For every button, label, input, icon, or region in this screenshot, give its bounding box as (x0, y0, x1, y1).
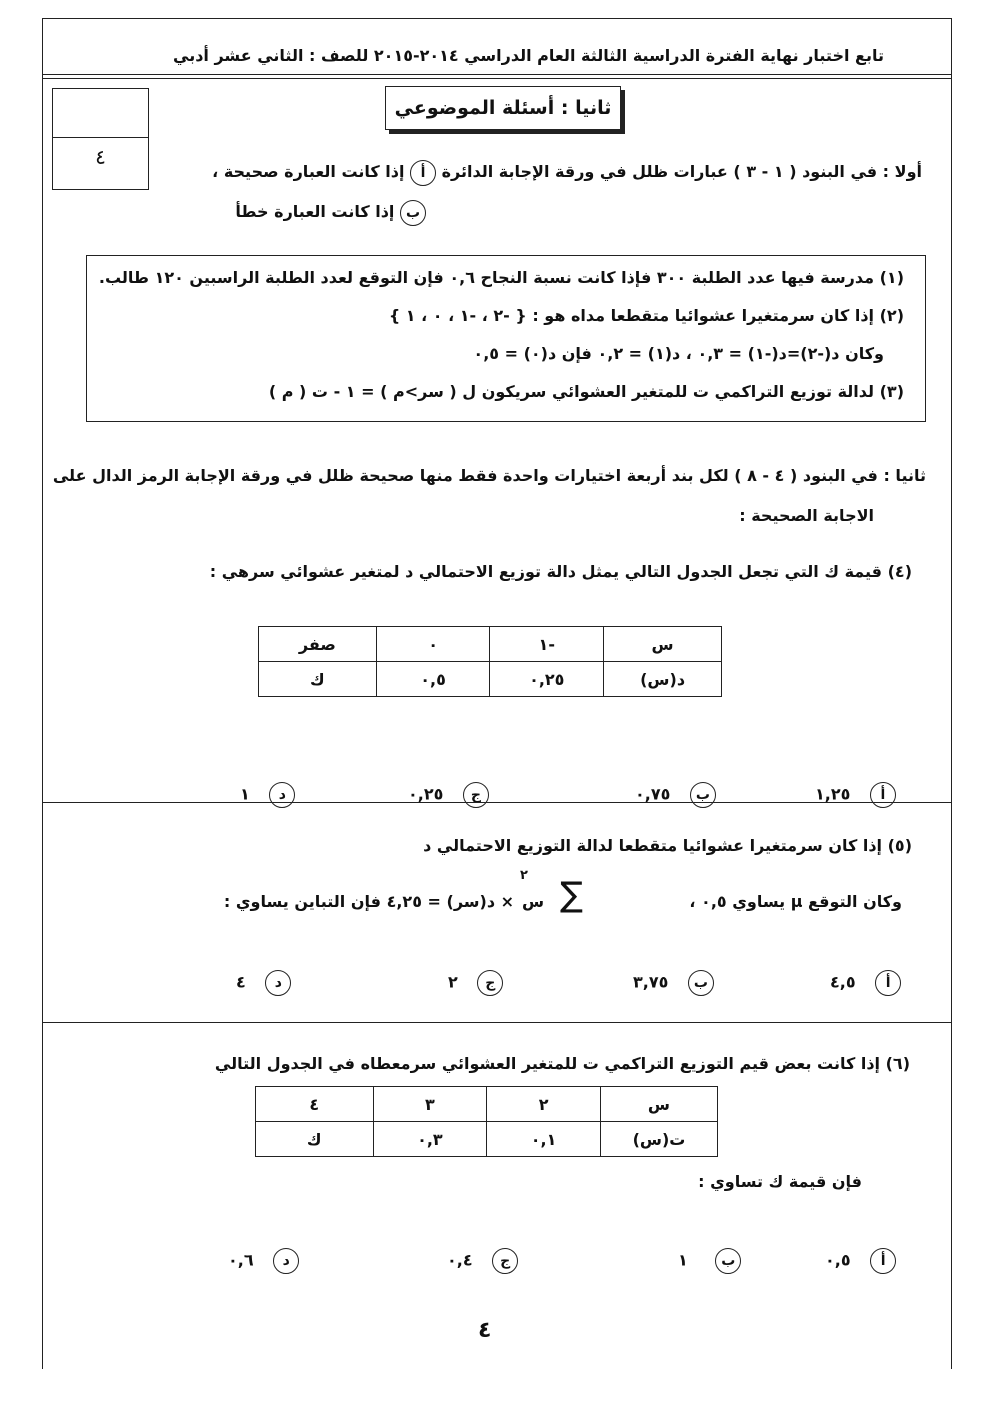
option-value: ١,٢٥ (815, 784, 851, 804)
part2-intro-line2: الاجابة الصحيحة : (739, 506, 874, 525)
option-letter: د (273, 1248, 299, 1274)
table-cell: ٠,٢٥ (490, 662, 604, 697)
option-value: ٣,٧٥ (633, 972, 669, 992)
table-cell: س (600, 1087, 717, 1122)
q6-option-b (678, 1248, 741, 1274)
choice-b-text: إذا كانت العبارة خطأ (235, 202, 395, 221)
q4-option-d (240, 782, 295, 808)
q5-option-b (633, 970, 714, 996)
option-letter: ج (477, 970, 503, 996)
table-row (256, 1122, 718, 1157)
table-cell: ٤ (256, 1087, 374, 1122)
part1-intro: أولا : في البنود ( ١ - ٣ ) عبارات ظلل في ورقة الإجابة الدائرة (441, 162, 922, 181)
option-value: ١ (678, 1250, 688, 1270)
table-cell: ٠,٣ (373, 1122, 487, 1157)
option-letter: ب (715, 1248, 741, 1274)
table-cell: ك (256, 1122, 374, 1157)
q5-option-a (830, 970, 901, 996)
q5-option-c (448, 970, 503, 996)
q6-option-d (228, 1248, 299, 1274)
table-cell: ٣ (373, 1087, 487, 1122)
q5-text: (٥) إذا كان سرمتغيرا عشوائيا متقطعا لدالة التوزيع الاحتمالي د (423, 836, 912, 855)
table-cell: ك (259, 662, 377, 697)
option-value: ٤ (236, 972, 246, 992)
table-cell: ٠,١ (487, 1122, 601, 1157)
option-value: ٠,٥ (825, 1250, 851, 1270)
q6-option-c (447, 1248, 518, 1274)
q5-line2-right: وكان التوقع µ يساوي ٠,٥ ، (689, 892, 902, 911)
score-box-divider (53, 137, 148, 138)
option-letter: د (269, 782, 295, 808)
option-letter: أ (875, 970, 901, 996)
q4-option-b (635, 782, 716, 808)
option-letter: د (265, 970, 291, 996)
table-row (256, 1087, 718, 1122)
option-value: ١ (240, 784, 250, 804)
option-letter: ج (463, 782, 489, 808)
option-letter: أ (870, 782, 896, 808)
score-value: ٤ (95, 145, 106, 169)
tf-item-2: (٢) إذا كان سرمتغيرا عشوائيا متقطعا مداه هو : { -٢ ، -١ ، ٠ ، ١ } (388, 306, 904, 325)
q5-line2-left: × د(سر) = ٤,٢٥ فإن التباين يساوي : (223, 892, 514, 911)
q6-option-a (825, 1248, 896, 1274)
q4-text: (٤) قيمة ك التي تجعل الجدول التالي يمثل دالة توزيع الاحتمالي د لمتغير عشوائي سرهي : (209, 562, 912, 581)
q6-table (255, 1086, 718, 1157)
option-value: ٤,٥ (830, 972, 856, 992)
q6-text: (٦) إذا كانت بعض قيم التوزيع التراكمي ت للمتغير العشوائي سرمعطاه في الجدول التالي (214, 1054, 910, 1073)
header-divider-2 (42, 78, 952, 79)
choice-a-circle: أ (410, 160, 436, 186)
table-cell: ٢ (487, 1087, 601, 1122)
table-cell: د(س) (604, 662, 722, 697)
table-row (259, 627, 722, 662)
table-cell: س (604, 627, 722, 662)
exponent: ٢ (520, 868, 528, 883)
option-letter: ج (492, 1248, 518, 1274)
option-value: ٢ (448, 972, 458, 992)
choice-b-circle: ب (400, 200, 426, 226)
table-cell: ٠,٥ (376, 662, 490, 697)
header-divider (42, 74, 952, 75)
sum-symbol (560, 875, 583, 915)
part2-intro-line1: ثانيا : في البنود ( ٤ - ٨ ) لكل بند أربعة اختيارات واحدة فقط منها صحيحة ظلل في ورقة الإجابة الرمز الدال على (52, 466, 926, 485)
tf-item-1: (١) مدرسة فيها عدد الطلبة ٣٠٠ فإذا كانت نسبة النجاح ٠,٦ فإن التوقع لعدد الطلبة الراسبين ١٢٠ طالب. (98, 268, 904, 287)
tf-item-3: (٣) لدالة توزيع التراكمي ت للمتغير العشوائي سريكون ل ( سر>م ) = ١ - ت ( م ) (268, 382, 904, 401)
q4-option-c (408, 782, 489, 808)
page-number: ٤ (478, 1318, 492, 1343)
score-box (52, 88, 149, 190)
table-cell: -١ (490, 627, 604, 662)
option-letter: ب (690, 782, 716, 808)
q5-option-d (236, 970, 291, 996)
q4-option-a (815, 782, 896, 808)
option-value: ٠,٦ (228, 1250, 254, 1270)
table-cell: صفر (259, 627, 377, 662)
option-value: ٠,٧٥ (635, 784, 671, 804)
table-row (259, 662, 722, 697)
question-divider (42, 1022, 952, 1023)
question-divider (42, 802, 952, 803)
q6-followup: فإن قيمة ك تساوي : (698, 1172, 862, 1191)
tf-item-2-cont: وكان د(-٢)=د(-١) = ٠,٣ ، د(١) = ٠,٢ فإن د(٠) = ٠,٥ (473, 344, 884, 363)
section-title: ثانيا : أسئلة الموضوعي (385, 86, 621, 130)
option-value: ٠,٤ (447, 1250, 473, 1270)
option-value: ٠,٢٥ (408, 784, 444, 804)
s-variable: س (522, 892, 545, 911)
option-letter: ب (688, 970, 714, 996)
table-cell: ٠ (376, 627, 490, 662)
choice-a-text: إذا كانت العبارة صحيحة ، (212, 162, 405, 181)
option-letter: أ (870, 1248, 896, 1274)
q4-table (258, 626, 722, 697)
exam-header: تابع اختبار نهاية الفترة الدراسية الثالثة العام الدراسي ٢٠١٤-٢٠١٥ للصف : الثاني عشر أدبي (173, 46, 884, 65)
sigma-icon: ∑ (560, 875, 583, 915)
part1-choice-b-line (235, 200, 426, 226)
table-cell: ت(س) (600, 1122, 717, 1157)
part1-intro-line (212, 160, 922, 186)
